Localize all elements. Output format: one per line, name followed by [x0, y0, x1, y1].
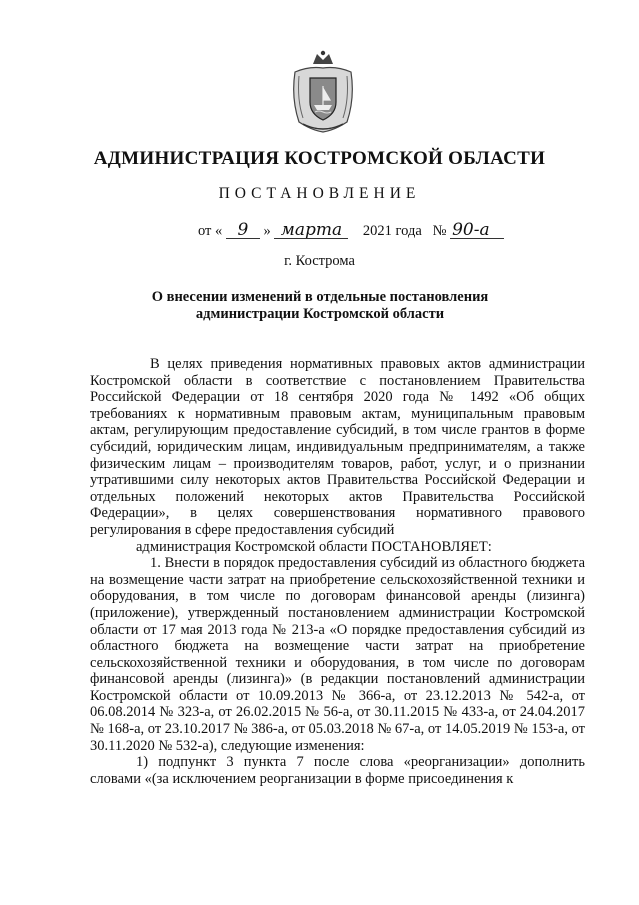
preamble-paragraph: В целях приведения нормативных правовых актов администрации Костромской области в соответствие с постановлением Правительства Российской Федерации от 18 сентября 2020 года № 1492 «Об общих требованиях к нормативным правовым актам, муниципальным правовым актам, регулирующим предоставление субсидий, в том числе грантов в форме субсидий, юридическим лицам, индивидуальным предпринимателям, а также физическим лицам – производителям товаров, работ, услуг, и о признании утратившими силу некоторых актов Правительства Российской Федерации и отдельных положений некоторых актов Правительства Российской Федерации», в целях совершенствования нормативного правового регулирования в сфере предоставления субсидий — [90, 356, 585, 538]
document-body — [90, 356, 585, 787]
handwritten-month: марта — [274, 220, 348, 240]
organization-title: АДМИНИСТРАЦИЯ КОСТРОМСКОЙ ОБЛАСТИ — [93, 148, 546, 169]
item-1-paragraph: 1. Внести в порядок предоставления субсидий из областного бюджета на возмещение части затрат на приобретение сельскохозяйственной техники и оборудования, в том числе по договорам финансовой аренды (лизинга) (приложение), утвержденный постановлением администрации Костромской области от 17 мая 2013 года № 213-а «О порядке предоставления субсидий из областного бюджета на возмещение части затрат на приобретение сельскохозяйственной техники и оборудования, в том числе по договорам финансовой аренды (лизинга)» (в редакции постановлений администрации Костромской области от 10.09.2013 № 366-а, от 23.12.2013 № 542-а, от 06.08.2014 № 323-а, от 26.02.2015 № 56-а, от 30.11.2015 № 433-а, от 24.04.2017 № 168-а, от 23.10.2017 № 386-а, от 05.03.2018 № 67-а, от 14.05.2019 № 153-а, от 30.11.2020 № 532-а), следующие изменения: — [90, 555, 585, 754]
date-year: 2021 года — [362, 223, 422, 239]
date-prefix: от « — [198, 223, 223, 239]
coat-of-arms-emblem — [289, 50, 357, 134]
document-type: ПОСТАНОВЛЕНИЕ — [218, 185, 421, 202]
date-line — [198, 220, 504, 240]
handwritten-day: 9 — [226, 220, 260, 240]
subitem-1-paragraph: 1) подпункт 3 пункта 7 после слова «реорганизации» дополнить словами «(за исключением реорганизации в форме присоединения к — [90, 754, 585, 787]
document-subject: О внесении изменений в отдельные постановления администрации Костромской области — [151, 289, 489, 322]
resolution-paragraph: администрация Костромской области ПОСТАНОВЛЯЕТ: — [136, 538, 492, 555]
handwritten-number: 90-а — [450, 220, 504, 240]
number-sign: № — [432, 223, 447, 239]
date-quote-close: » — [263, 223, 271, 239]
city: г. Кострома — [284, 253, 355, 269]
